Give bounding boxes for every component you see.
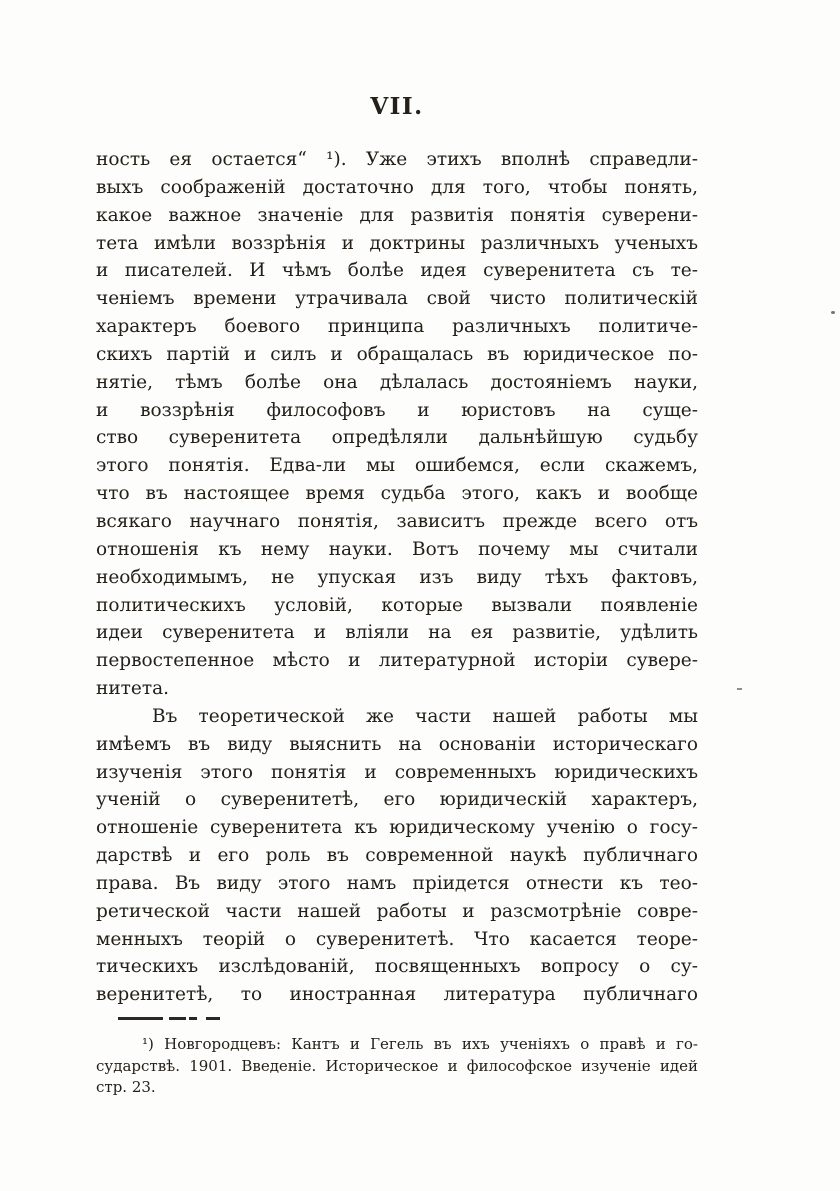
- body-line: всякаго научнаго понятія, зависитъ прежде всего отъ: [96, 510, 698, 532]
- body-line: ученій о суверенитетѣ, его юридическій характеръ,: [96, 789, 698, 811]
- body-line: тета имѣли воззрѣнія и доктрины различныхъ ученыхъ: [96, 232, 698, 254]
- page-heading: VII.: [370, 93, 424, 120]
- body-line: права. Въ виду этого намъ пріидется отнести къ тео-: [96, 872, 698, 894]
- body-line: тическихъ изслѣдованій, посвященныхъ вопросу о су-: [96, 956, 698, 978]
- body-line: характеръ боевого принципа различныхъ политиче-: [96, 316, 698, 338]
- footnote-rule: [118, 1017, 220, 1020]
- body-line: нятіе, тѣмъ болѣе она дѣлалась достояніемъ науки,: [96, 371, 698, 393]
- body-line-paragraph-start: Въ теоретической же части нашей работы мы: [152, 705, 698, 727]
- body-line: веренитетѣ, то иностранная литература публичнаго: [96, 984, 698, 1006]
- body-line: необходимымъ, не упуская изъ виду тѣхъ фактовъ,: [96, 566, 698, 588]
- footnote: [96, 1034, 698, 1099]
- body-line: ретической части нашей работы и разсмотрѣніе совре-: [96, 900, 698, 922]
- body-line: идеи суверенитета и вліяли на ея развитіе, удѣлить: [96, 622, 698, 644]
- body-line: менныхъ теорій о суверенитетѣ. Что касается теоре-: [96, 928, 698, 950]
- body-text: [96, 146, 698, 1009]
- body-line: политическихъ условій, которые вызвали появленіе: [96, 594, 698, 616]
- body-line: что въ настоящее время судьба этого, какъ и вообще: [96, 483, 698, 505]
- body-line: и писателей. И чѣмъ болѣе идея суверенитета съ те-: [96, 260, 698, 282]
- body-line: имѣемъ въ виду выяснить на основаніи историческаго: [96, 733, 698, 755]
- footnote-line: сударствѣ. 1901. Введеніе. Историческое и философское изученіе идей: [96, 1056, 698, 1075]
- body-line: этого понятія. Едва-ли мы ошибемся, если скажемъ,: [96, 455, 698, 477]
- footnote-line: стр. 23.: [96, 1078, 156, 1097]
- body-line: изученія этого понятія и современныхъ юридическихъ: [96, 761, 698, 783]
- footnote-line: ¹) Новгородцевъ: Кантъ и Гегель въ ихъ ученіяхъ о правѣ и го-: [142, 1035, 698, 1053]
- body-line: ство суверенитета опредѣляли дальнѣйшую судьбу: [96, 427, 698, 449]
- body-line: какое важное значеніе для развитія понятія суверени-: [96, 204, 698, 226]
- body-line: дарствѣ и его роль въ современной наукѣ публичнаго: [96, 845, 698, 867]
- body-line: отношеніе суверенитета къ юридическому ученію о госу-: [96, 817, 698, 839]
- body-line: и воззрѣнія философовъ и юристовъ на суще-: [96, 399, 698, 421]
- body-line: ченіемъ времени утрачивала свой чисто политическій: [96, 288, 698, 310]
- body-line: выхъ соображеній достаточно для того, чтобы понять,: [96, 176, 698, 198]
- body-line: скихъ партій и силъ и обращалась въ юридическое по-: [96, 343, 698, 365]
- body-line: отношенія къ нему науки. Вотъ почему мы считали: [96, 538, 698, 560]
- body-line: ность ея остается“ ¹). Уже этихъ вполнѣ справедли-: [96, 149, 698, 170]
- body-line-paragraph-end: нитета.: [96, 678, 169, 700]
- body-line: первостепенное мѣсто и литературной исторіи сувере-: [96, 650, 698, 672]
- scan-speck: [831, 311, 835, 314]
- scan-speck: [737, 688, 742, 690]
